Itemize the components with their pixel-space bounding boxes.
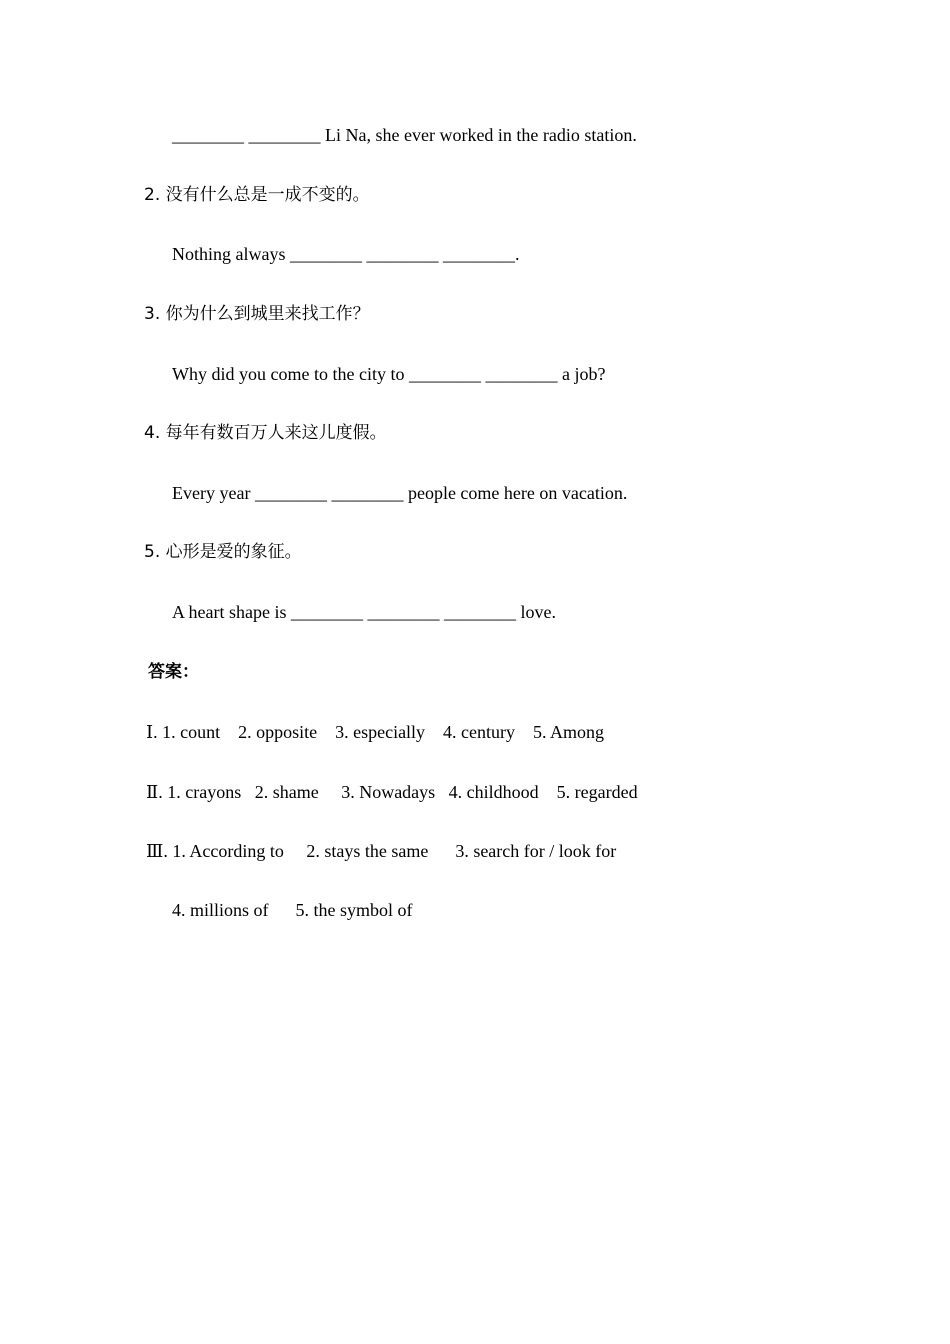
- answers-section-3-line-1: Ⅲ. 1. According to 2. stays the same 3. search for / look for: [146, 841, 617, 861]
- exercise-item-2-english: Nothing always ________ ________ ________.: [172, 244, 520, 264]
- exercise-item-5-english: A heart shape is ________ ________ ________ love.: [172, 602, 556, 622]
- answers-heading: 答案：: [148, 662, 199, 682]
- exercise-item-5-chinese: 5. 心形是爱的象征。: [144, 542, 302, 562]
- answers-section-2: Ⅱ. 1. crayons 2. shame 3. Nowadays 4. childhood 5. regarded: [146, 782, 638, 802]
- exercise-item-2-chinese: 2. 没有什么总是一成不变的。: [144, 185, 370, 205]
- exercise-item-3-english: Why did you come to the city to ________ ________ a job?: [172, 364, 606, 384]
- answers-section-3-line-2: 4. millions of 5. the symbol of: [172, 900, 413, 920]
- exercise-item-4-chinese: 4. 每年有数百万人来这儿度假。: [144, 423, 387, 443]
- exercise-item-4-english: Every year ________ ________ people come here on vacation.: [172, 483, 628, 503]
- exercise-item-1-english: ________ ________ Li Na, she ever worked in the radio station.: [172, 125, 637, 145]
- answers-section-1: Ⅰ. 1. count 2. opposite 3. especially 4. century 5. Among: [146, 722, 605, 742]
- exercise-item-3-chinese: 3. 你为什么到城里来找工作？: [144, 304, 370, 324]
